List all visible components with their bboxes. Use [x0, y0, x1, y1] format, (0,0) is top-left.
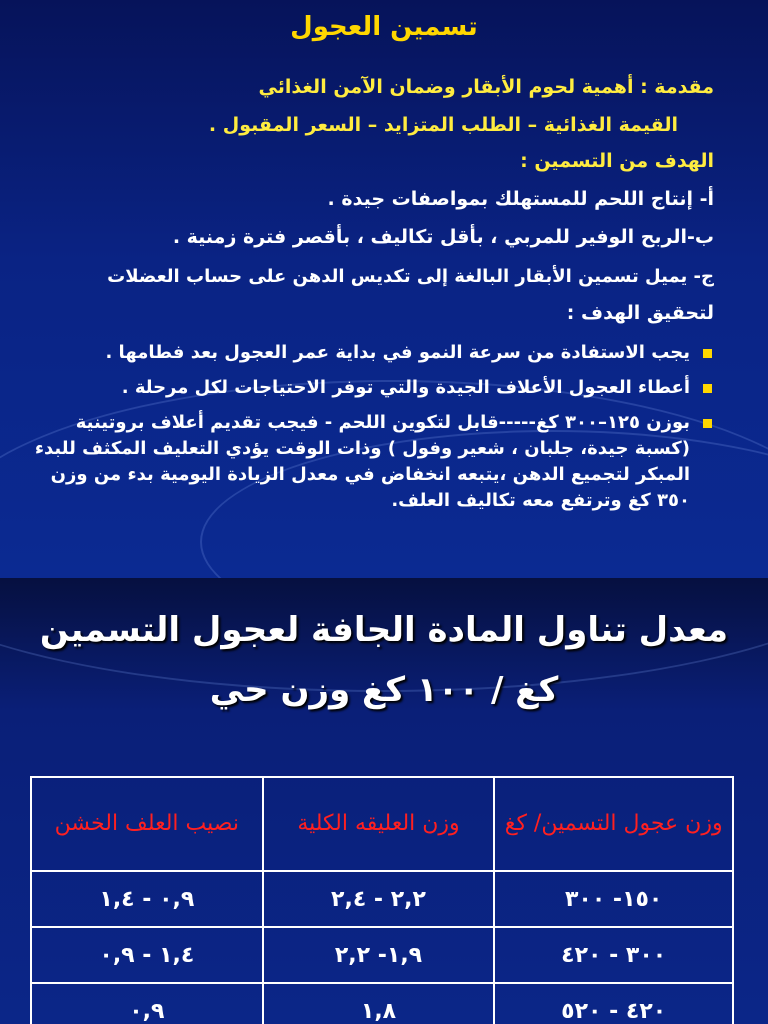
goal-a: أ- إنتاج اللحم للمستهلك بمواصفات جيدة . [327, 188, 714, 210]
goal-heading: الهدف من التسمين : [520, 150, 714, 172]
table-cell: ٣٠٠ - ٤٢٠ [494, 927, 733, 983]
achieve-heading: لتحقيق الهدف : [566, 302, 714, 324]
slide-title [0, 600, 768, 720]
goal-c: ج- يميل تسمين الأبقار البالغة إلى تكديس الدهن على حساب العضلات [107, 266, 714, 287]
list-item: بوزن ١٢٥–٣٠٠ كغ-----قابل لتكوين اللحم - فيجب تقديم أعلاف بروتينية (كسبة جيدة، جلبان ، شعير وفول ) وذات الوقت يؤدي التعليف المكثف للبدء المبكر لتجميع الدهن ،يتبعه انخفاض في معدل الزيادة اليومية بدء من وزن ٣٥٠ كغ وترتفع معه تكاليف العلف. [34, 410, 714, 514]
table-cell: ١٥٠- ٣٠٠ [494, 871, 733, 927]
header-calf-weight: وزن عجول التسمين/ كغ [494, 777, 733, 871]
table-cell: ٢,٢ - ٢,٤ [263, 871, 495, 927]
table-cell: ١,٤ - ٠,٩ [31, 927, 263, 983]
table-cell: ٠,٩ - ١,٤ [31, 871, 263, 927]
slide-dry-matter-intake [0, 578, 768, 1024]
title-line-1: معدل تناول المادة الجافة لعجول التسمين [39, 610, 729, 650]
intake-table [30, 776, 734, 1024]
table-cell: ٤٢٠ - ٥٢٠ [494, 983, 733, 1024]
intro-line-2: القيمة الغذائية – الطلب المتزايد – السعر المقبول . [208, 114, 678, 136]
table-row [31, 927, 733, 983]
table-row [31, 871, 733, 927]
title-line-2: كغ / ١٠٠ كغ وزن حي [209, 670, 559, 710]
header-roughage-share: نصيب العلف الخشن [31, 777, 263, 871]
goal-b: ب-الربح الوفير للمربي ، بأقل تكاليف ، بأقصر فترة زمنية . [172, 226, 714, 248]
bullet-list [34, 340, 714, 523]
slide-title: تسمين العجول [290, 12, 478, 42]
intro-line: مقدمة : أهمية لحوم الأبقار وضمان الآمن الغذائي [258, 76, 714, 98]
table-header-row [31, 777, 733, 871]
header-total-ration: وزن العليقه الكلية [263, 777, 495, 871]
list-item: أعطاء العجول الأعلاف الجيدة والتي توفر الاحتياجات لكل مرحلة . [34, 375, 714, 401]
table-cell: ١,٨ [263, 983, 495, 1024]
table-cell: ٠,٩ [31, 983, 263, 1024]
table-row [31, 983, 733, 1024]
table-cell: ١,٩- ٢,٢ [263, 927, 495, 983]
list-item: يجب الاستفادة من سرعة النمو في بداية عمر العجول بعد فطامها . [34, 340, 714, 366]
